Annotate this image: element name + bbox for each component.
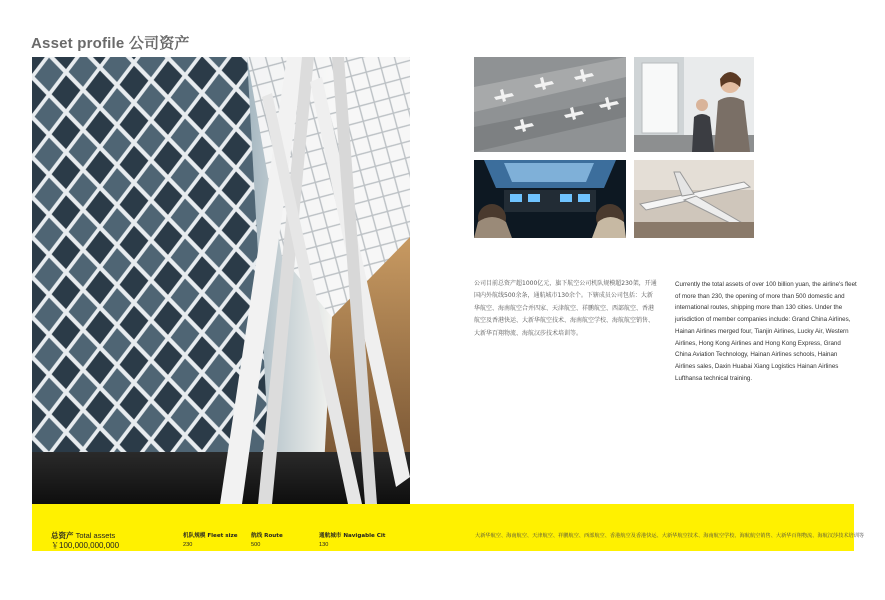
member-companies-list: 大新华航空、海南航空、天津航空、祥鹏航空、西部航空、香港航空及香港快运、大新华航空技术、海南航空学校、海航航空销售、大新华百翔物流、海航汉莎技术培训等: [475, 533, 865, 539]
stats-band: [32, 504, 865, 551]
businesswoman-photo: [634, 57, 754, 152]
route-value: 500: [251, 542, 261, 548]
chinese-description: 公司目前总资产超1000亿元，旗下航空公司机队规模超230架，开通国内外航线500余条，通航城市130余个。下辖成员公司包括：大新华航空、海南航空合并四家、天津航空、祥鹏航空、西部航空、香港航空及香港快运、大新华航空技术、海南航空学校、海航航空销售、大新华百翔物流、海航汉莎技术培训等。: [474, 280, 657, 337]
fleet-size-value: 230: [183, 542, 193, 548]
aircraft-model-photo: [634, 160, 754, 238]
navigable-cities-label: 通航城市 Navigable Cit: [319, 533, 386, 539]
fleet-size-label: 机队规模 Fleet size: [183, 533, 238, 539]
airport-aerial-photo: [474, 57, 626, 152]
navigable-cities-value: 130: [319, 542, 329, 548]
english-description: Currently the total assets of over 100 billion yuan, the airline's fleet of more than 230, the opening of more than 500 domestic and international routes, shipping more than 130 cities. Under the jurisdiction of member companies include: Grand China Airlines, Hainan Airlines merged four, Tianjin Airlines, Lucky Air, Western Airlines, Hong Kong Airlines and Hong Kong Express, Grand China Aviation Technology, Hainan Airlines schools, Hainan Airlines sales, Daxin Huabai Xiang Logistics Hainan Airlines Lufthansa technical training.: [675, 281, 857, 382]
total-assets-value: ￥100,000,000,000: [51, 541, 120, 550]
route-label: 航线 Route: [251, 533, 283, 539]
total-assets-label-en: Total assets: [75, 531, 116, 540]
total-assets-label-cn: 总资产: [51, 531, 74, 540]
page-title: Asset profile 公司资产: [31, 35, 190, 52]
cockpit-photo: [474, 160, 626, 238]
hero-photo: [32, 57, 410, 504]
